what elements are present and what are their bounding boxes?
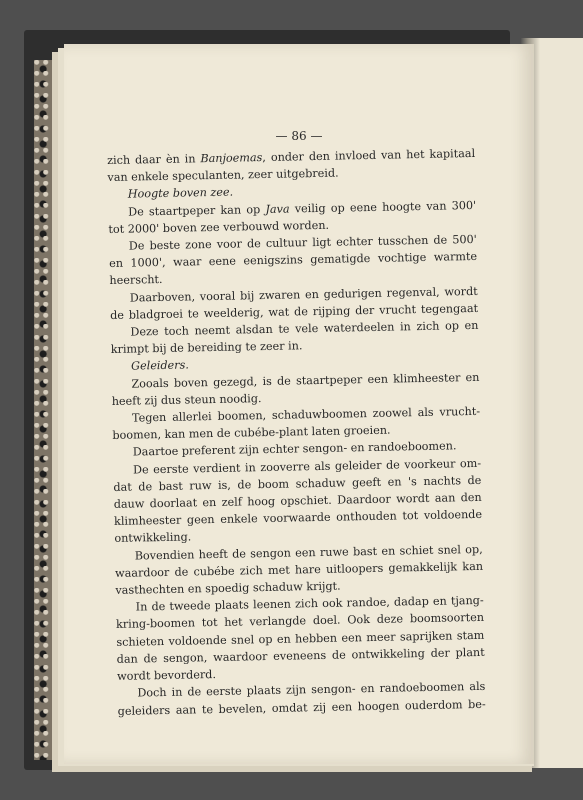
text-line: van enkele speculanten, zeer uitgebreid.: [107, 166, 339, 185]
text-line: schieten voldoende snel op en hebben een meer saprijken stam: [116, 628, 485, 649]
text-line: Doch in de eerste plaats zijn sengon- en randoeboomen als: [137, 680, 486, 700]
text-line: Bovendien heeft de sengon een ruwe bast en schiet snel op,: [134, 542, 483, 563]
text-line: Deze toch neemt alsdan te vele waterdeelen in zich op en: [130, 318, 479, 339]
text-line: dan de sengon, waardoor eveneens de ontwikkeling der plant: [116, 645, 485, 666]
text-line: kring-boomen tot het verlangde doel. Ook deze boomsoorten: [115, 611, 485, 632]
text-line: Zooals boven gezegd, is de staartpeper een klimheester en: [131, 370, 480, 391]
text-line: boomen, kan men de cubébe-plant laten groeien.: [112, 423, 391, 443]
text-line: Daarboven, vooral bij zwaren en gedurigen regenval, wordt: [129, 284, 478, 305]
page-number: — 86 —: [275, 129, 323, 143]
text-line: heeft zij dus steun noodig.: [111, 391, 262, 408]
text-line: heerscht.: [109, 273, 163, 288]
text-line: De staartpeper kan op Java veilig op eene hoogte van 300': [128, 198, 477, 219]
text-line: de bladgroei te weelderig, wat de rijping der vrucht tegengaat: [110, 301, 479, 322]
text-line: vasthechten en spoedig schaduw krijgt.: [115, 579, 341, 597]
text-line: wordt bevorderd.: [116, 668, 217, 683]
text-line: dauw doorlaat en zelf hoog opschiet. Daardoor wordt aan den: [113, 490, 482, 511]
text-line: tot 2000' boven zee verbouwd worden.: [108, 218, 330, 236]
section-heading: Geleiders.: [130, 358, 190, 374]
text-line: krimpt bij de bereiding te zeer in.: [110, 339, 303, 357]
text-line: De beste zone voor de cultuur ligt echter tusschen de 500': [128, 232, 477, 253]
section-heading: Hoogte boven zee.: [127, 185, 234, 202]
text-line: De eerste verdient in zooverre als geleider de voorkeur om-: [132, 456, 482, 477]
text-line: dat de bast ruw is, de boom schaduw geeft en 's nachts de: [113, 473, 482, 494]
text-line: geleiders aan te bevelen, omdat zij een hoogen ouderdom be-: [117, 697, 486, 718]
page-body-text: [107, 145, 486, 720]
text-line: en 1000', waar eene eenigszins gematigde vochtige warmte: [109, 250, 478, 271]
text-line: waardoor de cubébe zich met hare uitloopers gemakkelijk kan: [114, 559, 484, 580]
text-line: Tegen allerlei boomen, schaduwboomen zoowel als vrucht-: [131, 404, 481, 425]
text-line: In de tweede plaats leenen zich ook randoe, dadap en tjang-: [135, 594, 484, 614]
text-line: zich daar èn in Banjoemas, onder den invloed van het kapitaal: [107, 146, 476, 167]
text-line: klimheester geen enkele voorwaarde onthouden tot voldoende: [113, 508, 483, 529]
text-line: ontwikkeling.: [114, 530, 192, 546]
text-line: Daartoe preferent zijn echter sengon- en randoeboomen.: [132, 439, 457, 460]
